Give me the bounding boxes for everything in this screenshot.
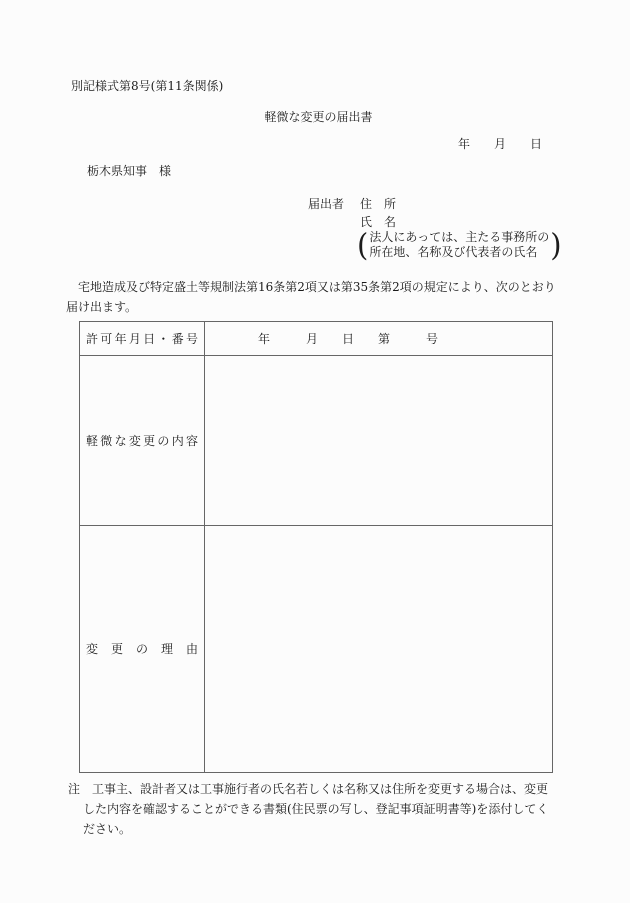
footer-note-line-1: 注 工事主、設計者又は工事施行者の氏名若しくは名称又は住所を変更する場合は、変更 [68, 782, 549, 796]
form-reference: 別記様式第8号(第11条関係) [71, 79, 224, 93]
page-title: 軽微な変更の届出書 [264, 110, 373, 124]
date-line: 年 月 日 [457, 137, 542, 151]
declarant-label: 届出者 [308, 197, 345, 211]
corporation-note-line-1: 法人にあっては、主たる事務所の [369, 230, 550, 244]
name-label: 氏 名 [360, 215, 397, 229]
body-paragraph-line-2: 届け出ます。 [66, 300, 138, 314]
corporation-note-line-2: 所在地、名称及び代表者の氏名 [369, 245, 538, 259]
change-content-label: 軽微な変更の内容 [80, 356, 205, 525]
addressee: 栃木県知事 様 [87, 164, 172, 178]
footer-note-line-3: ださい。 [83, 822, 132, 836]
close-paren: ) [550, 227, 562, 263]
change-reason-value [205, 526, 552, 772]
address-label: 住 所 [360, 197, 397, 211]
permit-date-label: 許可年月日・番号 [80, 322, 205, 355]
open-paren: ( [357, 227, 369, 263]
corporation-note [357, 227, 562, 263]
body-paragraph [66, 277, 556, 317]
permit-date-value: 年 月 日 第 号 [258, 331, 439, 346]
change-reason-label: 変更の理由 [80, 526, 205, 772]
table-row-permit-date [80, 322, 552, 355]
declarant-block [308, 194, 562, 263]
footer-note-line-2: した内容を確認することができる書類(住民票の写し、登記事項証明書等)を添付してく [83, 802, 549, 816]
declarant-fields [357, 194, 562, 263]
footer-note [66, 779, 553, 839]
corporation-note-text [369, 230, 549, 260]
change-content-value [205, 356, 552, 525]
table-row-change-reason [80, 525, 552, 772]
form-table [79, 321, 553, 773]
body-paragraph-line-1: 宅地造成及び特定盛土等規制法第16条第2項又は第35条第2項の規定により、次のとおり [66, 280, 556, 294]
table-row-change-content [80, 355, 552, 525]
